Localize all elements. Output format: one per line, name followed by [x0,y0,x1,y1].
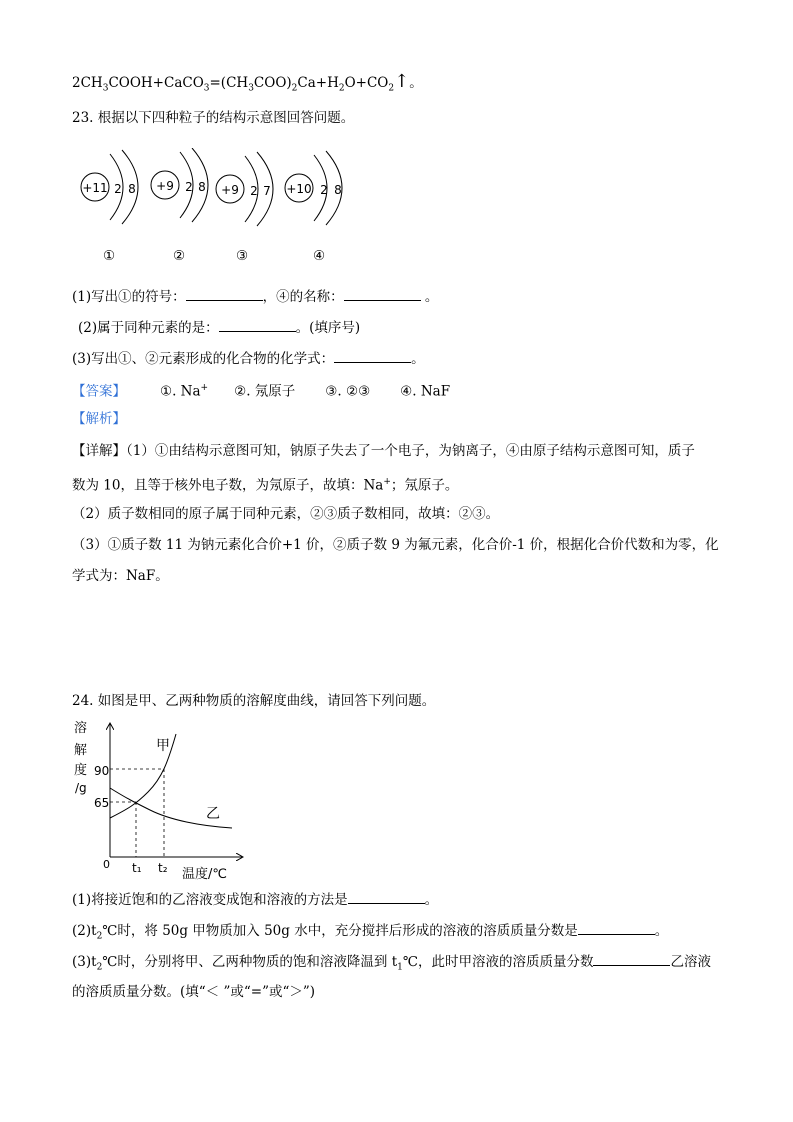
q23-sub2: (2)属于同种元素的是： 。(填序号) [78,320,361,336]
q23-blank-1[interactable] [186,287,263,301]
q23-blank-4[interactable] [334,349,411,363]
equation-line: $2CH_3COOH+CaCO_3=(CH_3COO)_2Ca+H_2O+CO_2↑$。 [72,71,423,94]
q23-blank-2[interactable] [344,287,421,301]
y-label-char-1: 溶 [74,721,88,736]
atom-3-shell-1: 2 [250,184,258,198]
atom-diagram-4 [285,151,342,225]
ytick-90: 90 [94,764,110,778]
q23-answer-line: 【答案】 ①. Na+ ②. 氖原子 ③. ②③ ④. NaF [72,383,451,400]
atom-diagram-3 [216,152,273,226]
y-label-char-3: 度 [74,763,88,778]
atom-label-3: ③ [236,248,249,264]
atom-2-shell-1: 2 [185,180,193,194]
xtick-t2: t₂ [158,861,168,875]
q23-detail-1: 【详解】（1）①由结构示意图可知，钠原子失去了一个电子，为钠离子，④由原子结构示意图可知，质子 [72,443,695,459]
atom-2-shell-2: 8 [198,180,206,194]
atom-label-4: ④ [313,248,326,264]
question-24-stem: 24. 如图是甲、乙两种物质的溶解度曲线，请回答下列问题。 [72,693,436,709]
atom-4-shell-2: 8 [334,183,342,197]
atom-1-shell-1: 2 [114,182,122,196]
q23-detail-3b: 学式为：NaF。 [72,568,169,584]
q23-detail-3: （3）①质子数 11 为钠元素化合价+1 价，②质子数 9 为氟元素，化合价-1 价，根据化合价代数和为零，化 [72,537,719,553]
atom-4-nucleus: +10 [286,182,312,196]
gas-arrow-icon: ↑ [394,71,410,92]
q23-detail-1b: 数为 10，且等于核外电子数，为氖原子，故填：Na+；氖原子。 [72,477,459,494]
q24-blank-2[interactable] [578,921,655,935]
ytick-65: 65 [94,796,110,810]
y-label-char-2: 解 [74,743,88,758]
atom-diagram-2 [151,148,208,222]
analysis-tag: 【解析】 [72,411,126,427]
atom-1-shell-2: 8 [128,182,136,196]
q24-sub1: (1)将接近饱和的乙溶液变成饱和溶液的方法是 。 [72,892,439,908]
origin-label: 0 [103,858,110,871]
answer-tag: 【答案】 [72,383,126,400]
atom-4-shell-1: 2 [320,183,328,197]
atom-structure-diagrams [76,148,376,228]
series-label-yi: 乙 [206,806,220,822]
xtick-t1: t₁ [132,861,142,875]
q23-detail-2: （2）质子数相同的原子属于同种元素，②③质子数相同，故填：②③。 [72,506,500,522]
q24-sub3: $(3)t_2℃$时，分别将甲、乙两种物质的饱和溶液降温到 $t_1℃$，此时甲溶液的溶质质量分数 乙溶液 [72,954,711,973]
q24-sub3-line2: 的溶质质量分数。(填“＜ ”或“=”或“＞”) [72,984,316,1000]
q23-sub1: (1)写出①的符号： ，④的名称： 。 [72,289,439,305]
atom-label-2: ② [173,248,186,264]
x-axis-label: 温度/℃ [182,867,227,881]
atom-diagram-1 [81,150,138,224]
atom-1-nucleus: +11 [82,181,108,195]
atom-label-1: ① [103,248,116,264]
q23-sub3: (3)写出①、②元素形成的化合物的化学式： 。 [72,351,425,367]
q24-blank-1[interactable] [348,890,425,904]
solubility-curve-chart [70,716,270,881]
atom-3-shell-2: 7 [263,184,271,198]
q23-blank-3[interactable] [219,318,296,332]
q24-blank-3[interactable] [593,952,670,966]
atom-2-nucleus: +9 [156,179,174,193]
atom-3-nucleus: +9 [221,183,239,197]
detail-tag: 【详解】 [72,443,126,459]
y-label-char-4: /g [75,781,87,795]
series-label-jia: 甲 [156,738,170,754]
question-23-stem: 23. 根据以下四种粒子的结构示意图回答问题。 [72,110,355,126]
q24-sub2: $(2)t_2℃$时，将 50g 甲物质加入 50g 水中，充分搅拌后形成的溶液的溶质质量分数是 。 [72,923,669,942]
